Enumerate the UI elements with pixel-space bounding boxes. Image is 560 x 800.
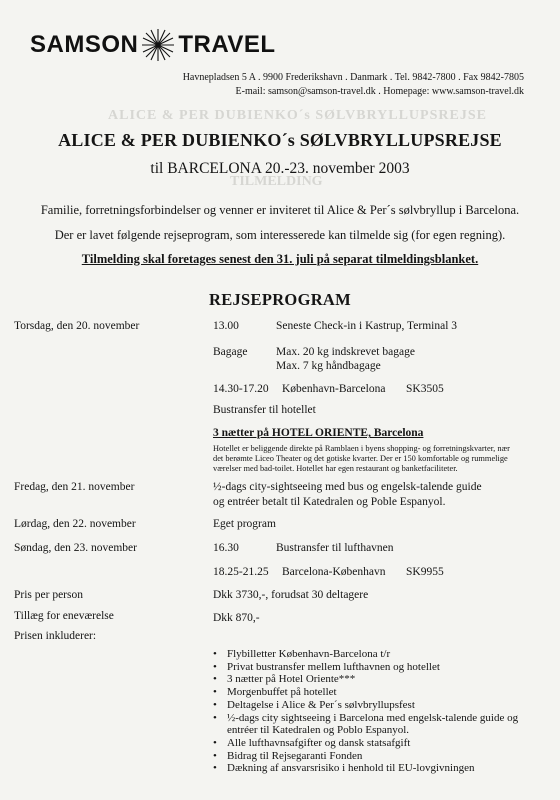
friday-activity: ½-dags city-sightseeing med bus og engelsk-talende guide (213, 481, 482, 493)
section-title: REJSEPROGRAM (208, 290, 352, 309)
company-contact: E-mail: samson@samson-travel.dk . Homepage: www.samson-travel.dk (235, 86, 524, 97)
list-item: • ½-dags city sightseeing i Barcelona med engelsk-talende guide og entréer til Katedralen og Poblo Espanyol. (213, 712, 547, 737)
company-logo (30, 28, 276, 62)
price-label: Pris per person (14, 589, 83, 601)
bagage-hand: Max. 7 kg håndbagage (276, 360, 381, 372)
price-value: Dkk 3730,-, forudsat 30 deltagere (213, 589, 369, 601)
day-label-thursday: Torsdag, den 20. november (14, 320, 140, 332)
friday-activity: og entréer betalt til Katedralen og Poble Espanyol. (213, 496, 446, 508)
list-item: • Dækning af ansvarsrisiko i henhold til EU-lovgivningen (213, 762, 547, 775)
list-item: • Privat bustransfer mellem lufthavnen og hotellet (213, 661, 547, 674)
bustransfer-hotel: Bustransfer til hotellet (213, 404, 316, 416)
list-item: • Deltagelse i Alice & Per´s sølvbryllupsfest (213, 699, 547, 712)
hotel-title: 3 nætter på HOTEL ORIENTE, Barcelona (213, 427, 424, 439)
hotel-description: Hotellet er beliggende direkte på Ramblaen i byens shopping- og forretningskvarter, nær det berømte Liceo Theater og det gotiske kvarter. Der er 150 komfortable og rummelige værelser med bad-toilet. Hotellet har egen restaurant og banketfaciliteter. (213, 444, 510, 474)
flight-route: København-Barcelona (282, 383, 386, 395)
intro-line: Familie, forretningsforbindelser og venner er inviteret til Alice & Per´s sølvbryllup i Barcelona. (40, 203, 520, 217)
list-item: • Morgenbuffet på hotellet (213, 686, 547, 699)
bagage-label: Bagage (213, 346, 248, 358)
checkin-text: Seneste Check-in i Kastrup, Terminal 3 (276, 320, 458, 332)
day-label-friday: Fredag, den 21. november (14, 481, 135, 493)
registration-deadline: Tilmelding skal foretages senest den 31. juli på separat tilmeldingsblanket. (81, 252, 479, 266)
list-item: • Alle lufthavnsafgifter og dansk statsafgift (213, 737, 547, 750)
list-item: • Flybilletter København-Barcelona t/r (213, 648, 547, 661)
day-label-sunday: Søndag, den 23. november (14, 542, 137, 554)
logo-word-left: SAMSON (30, 31, 139, 58)
show-through-text: TILMELDING (230, 174, 323, 189)
document-subtitle: til BARCELONA 20.-23. november 2003 (150, 160, 410, 177)
flight-time: 18.25-21.25 (213, 566, 269, 578)
intro-line: Der er lavet følgende rejseprogram, som interesserede kan tilmelde sig (for egen regning). (54, 228, 506, 242)
company-address: Havnepladsen 5 A . 9900 Frederikshavn . Danmark . Tel. 9842-7800 . Fax 9842-7805 (182, 72, 524, 83)
flight-route: Barcelona-København (282, 566, 386, 578)
single-room-value: Dkk 870,- (213, 612, 260, 624)
document-title: ALICE & PER DUBIENKO´s SØLVBRYLLUPSREJSE (58, 130, 502, 150)
flight-number: SK9955 (406, 566, 444, 578)
flight-number: SK3505 (406, 383, 444, 395)
flight-time: 14.30-17.20 (213, 383, 269, 395)
logo-word-right: TRAVEL (178, 31, 276, 58)
bagage-checked: Max. 20 kg indskrevet bagage (276, 346, 415, 358)
includes-list (213, 648, 547, 775)
includes-label: Prisen inkluderer: (14, 630, 97, 642)
list-item: • Bidrag til Rejsegaranti Fonden (213, 750, 547, 763)
single-room-label: Tillæg for eneværelse (14, 610, 114, 622)
list-item: • 3 nætter på Hotel Oriente*** (213, 673, 547, 686)
checkin-time: 13.00 (213, 320, 239, 332)
compass-star-icon (141, 28, 175, 62)
show-through-text: ALICE & PER DUBIENKO´s SØLVBRYLLUPSREJSE (108, 108, 487, 123)
bustransfer-time: 16.30 (213, 542, 239, 554)
saturday-activity: Eget program (213, 518, 276, 530)
day-label-saturday: Lørdag, den 22. november (14, 518, 136, 530)
bustransfer-airport: Bustransfer til lufthavnen (276, 542, 394, 554)
